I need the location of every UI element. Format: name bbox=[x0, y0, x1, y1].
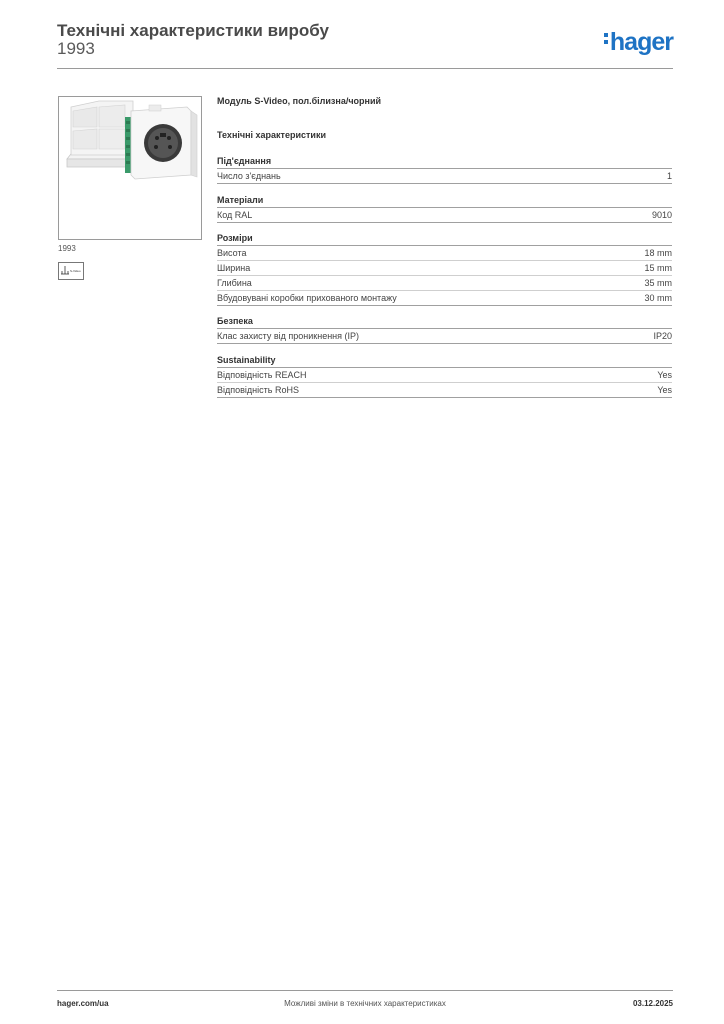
spec-label: Ширина bbox=[217, 263, 251, 273]
spec-row bbox=[217, 246, 672, 261]
footer-notice: Можливі зміни в технічних характеристиках bbox=[284, 999, 446, 1008]
spec-row bbox=[217, 261, 672, 276]
symbol-label: S-Video bbox=[70, 269, 81, 273]
spec-value: 35 mm bbox=[644, 278, 672, 288]
s-video-module-image bbox=[59, 97, 201, 239]
photo-caption: 1993 bbox=[58, 244, 76, 253]
spec-value: 1 bbox=[666, 171, 672, 181]
spec-group-safety bbox=[217, 315, 672, 344]
spec-row bbox=[217, 208, 672, 223]
spec-value: Yes bbox=[657, 370, 672, 380]
hager-logo: hager bbox=[604, 28, 673, 57]
spec-group-dimensions bbox=[217, 232, 672, 306]
spec-group-materials bbox=[217, 194, 672, 223]
spec-value: 30 mm bbox=[644, 293, 672, 303]
page-title: Технічні характеристики виробу bbox=[57, 21, 329, 40]
group-title: Sustainability bbox=[217, 354, 672, 368]
spec-value: 9010 bbox=[651, 210, 672, 220]
spec-row bbox=[217, 383, 672, 398]
spec-row bbox=[217, 291, 672, 306]
spec-label: Вбудовувані коробки прихованого монтажу bbox=[217, 293, 397, 303]
page-footer bbox=[57, 990, 673, 1011]
spec-label: Клас захисту від проникнення (IP) bbox=[217, 331, 360, 341]
spec-label: Відповідність RoHS bbox=[217, 385, 299, 395]
spec-group-connection bbox=[217, 155, 672, 184]
spec-label: Код RAL bbox=[217, 210, 253, 220]
spec-row bbox=[217, 329, 672, 344]
spec-value: Yes bbox=[657, 385, 672, 395]
spec-label: Висота bbox=[217, 248, 247, 258]
spec-value: 15 mm bbox=[644, 263, 672, 273]
spec-value: IP20 bbox=[653, 331, 672, 341]
group-title: Розміри bbox=[217, 232, 672, 246]
logo-dots-icon bbox=[604, 30, 608, 47]
group-title: Під'єднання bbox=[217, 155, 672, 169]
spec-row bbox=[217, 169, 672, 184]
section-heading: Технічні характеристики bbox=[217, 130, 326, 140]
spec-group-sustainability bbox=[217, 354, 672, 398]
spec-row bbox=[217, 276, 672, 291]
page-header bbox=[57, 20, 673, 69]
product-code: 1993 bbox=[57, 39, 95, 58]
product-photo bbox=[58, 96, 202, 240]
product-name: Модуль S-Video, пол.білизна/чорний bbox=[217, 96, 382, 106]
spec-label: Відповідність REACH bbox=[217, 370, 307, 380]
footer-date: 03.12.2025 bbox=[632, 999, 673, 1008]
website-link[interactable]: hager.com/ua bbox=[57, 999, 109, 1008]
spec-value: 18 mm bbox=[644, 248, 672, 258]
group-title: Безпека bbox=[217, 315, 672, 329]
s-video-symbol-icon bbox=[58, 262, 84, 280]
spec-row bbox=[217, 368, 672, 383]
spec-label: Число з'єднань bbox=[217, 171, 281, 181]
spec-label: Глибина bbox=[217, 278, 252, 288]
group-title: Матеріали bbox=[217, 194, 672, 208]
